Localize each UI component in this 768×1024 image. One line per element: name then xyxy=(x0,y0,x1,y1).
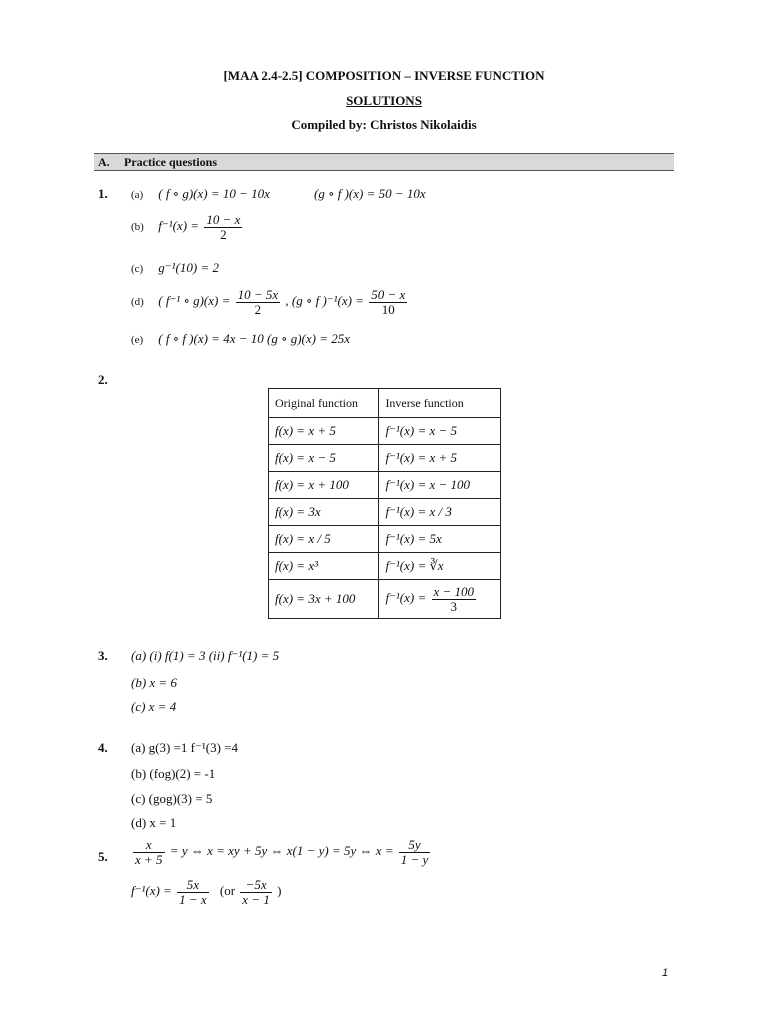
section-header xyxy=(94,153,674,171)
q3-part-a: (a) (i) f(1) = 3 (ii) f⁻¹(1) = 5 xyxy=(131,648,280,663)
question-number-3: 3. xyxy=(98,648,108,663)
q4-part-a: (a) g(3) =1 f⁻¹(3) =4 xyxy=(131,740,238,755)
inverse-function-table xyxy=(268,388,501,619)
question-number-4: 4. xyxy=(98,740,108,755)
q1-part-a-second: (g ∘ f )(x) = 50 − 10x xyxy=(314,186,426,201)
question-number-2: 2. xyxy=(98,372,108,387)
column-header: Inverse function xyxy=(379,389,501,418)
fraction: $\frac{10 - x}{2}$ xyxy=(206,212,241,242)
q4-part-c: (c) (gog)(3) = 5 xyxy=(131,791,213,806)
q1-part-e: (e) ( f ∘ f )(x) = 4x − 10 (g ∘ g)(x) = 25x xyxy=(131,331,350,346)
fraction: $\frac{50 - x}{10}$ xyxy=(371,287,406,317)
table-row: f(x) = x + 100 f⁻¹(x) = x − 100 xyxy=(269,472,501,499)
fraction: $\frac{10 - 5x}{2}$ xyxy=(237,287,279,317)
document-subtitle: SOLUTIONS xyxy=(346,93,422,108)
q1-part-d: (d) ( f⁻¹ ∘ g)(x) = $\frac{10 - 5x}{2}$ , (g ∘ f )⁻¹(x) = $\frac{50 - x}{10}$ xyxy=(131,287,406,317)
fraction: $\frac{x - 100}{3}$ xyxy=(433,583,475,614)
fraction: $\frac{5y}{1 - y}$ xyxy=(400,837,429,867)
document-title: [MAA 2.4-2.5] COMPOSITION – INVERSE FUNCTION xyxy=(223,68,545,83)
q1-part-b: (b) f⁻¹(x) = $\frac{10 - x}{2}$ xyxy=(131,212,241,242)
page-number: 1 xyxy=(662,967,669,979)
table-row: f(x) = x + 5 f⁻¹(x) = x − 5 xyxy=(269,418,501,445)
table-row: f(x) = 3x f⁻¹(x) = x / 3 xyxy=(269,499,501,526)
section-letter: A. xyxy=(98,155,110,169)
fraction: $\frac{5x}{1 - x}$ xyxy=(179,877,207,907)
question-number-1: 1. xyxy=(98,186,108,201)
table-row: f(x) = x − 5 f⁻¹(x) = x + 5 xyxy=(269,445,501,472)
fraction: $\frac{-5x}{x - 1}$ xyxy=(242,877,270,907)
q5-result: f⁻¹(x) = $\frac{5x}{1 - x}$ (or $\frac{-5x}{x - 1}$ ) xyxy=(131,877,282,907)
table-row: f(x) = 3x + 100 f⁻¹(x) = $\frac{x - 100}{3}$ xyxy=(269,580,501,619)
table-header-row xyxy=(269,389,501,418)
table-row: f(x) = x / 5 f⁻¹(x) = 5x xyxy=(269,526,501,553)
section-title: Practice questions xyxy=(124,155,217,169)
q1-part-a: (a) ( f ∘ g)(x) = 10 − 10x xyxy=(131,186,270,201)
q4-part-b: (b) (fog)(2) = -1 xyxy=(131,766,216,781)
table-row: f(x) = x³ f⁻¹(x) = ∛x xyxy=(269,553,501,580)
q5-derivation: $\frac{x}{x + 5}$ = y ⇔ x = xy + 5y ⇔ x(1 − y) = 5y ⇔ x = $\frac{5y}{1 - y}$ xyxy=(135,837,429,867)
author-line: Compiled by: Christos Nikolaidis xyxy=(291,117,477,132)
q3-part-c: (c) x = 4 xyxy=(131,699,177,714)
column-header: Original function xyxy=(269,389,379,418)
q4-part-d: (d) x = 1 xyxy=(131,815,177,830)
q3-part-b: (b) x = 6 xyxy=(131,675,177,690)
fraction: $\frac{x}{x + 5}$ xyxy=(135,837,163,867)
question-number-5: 5. xyxy=(98,849,108,864)
q1-part-c: (c) g⁻¹(10) = 2 xyxy=(131,260,219,275)
